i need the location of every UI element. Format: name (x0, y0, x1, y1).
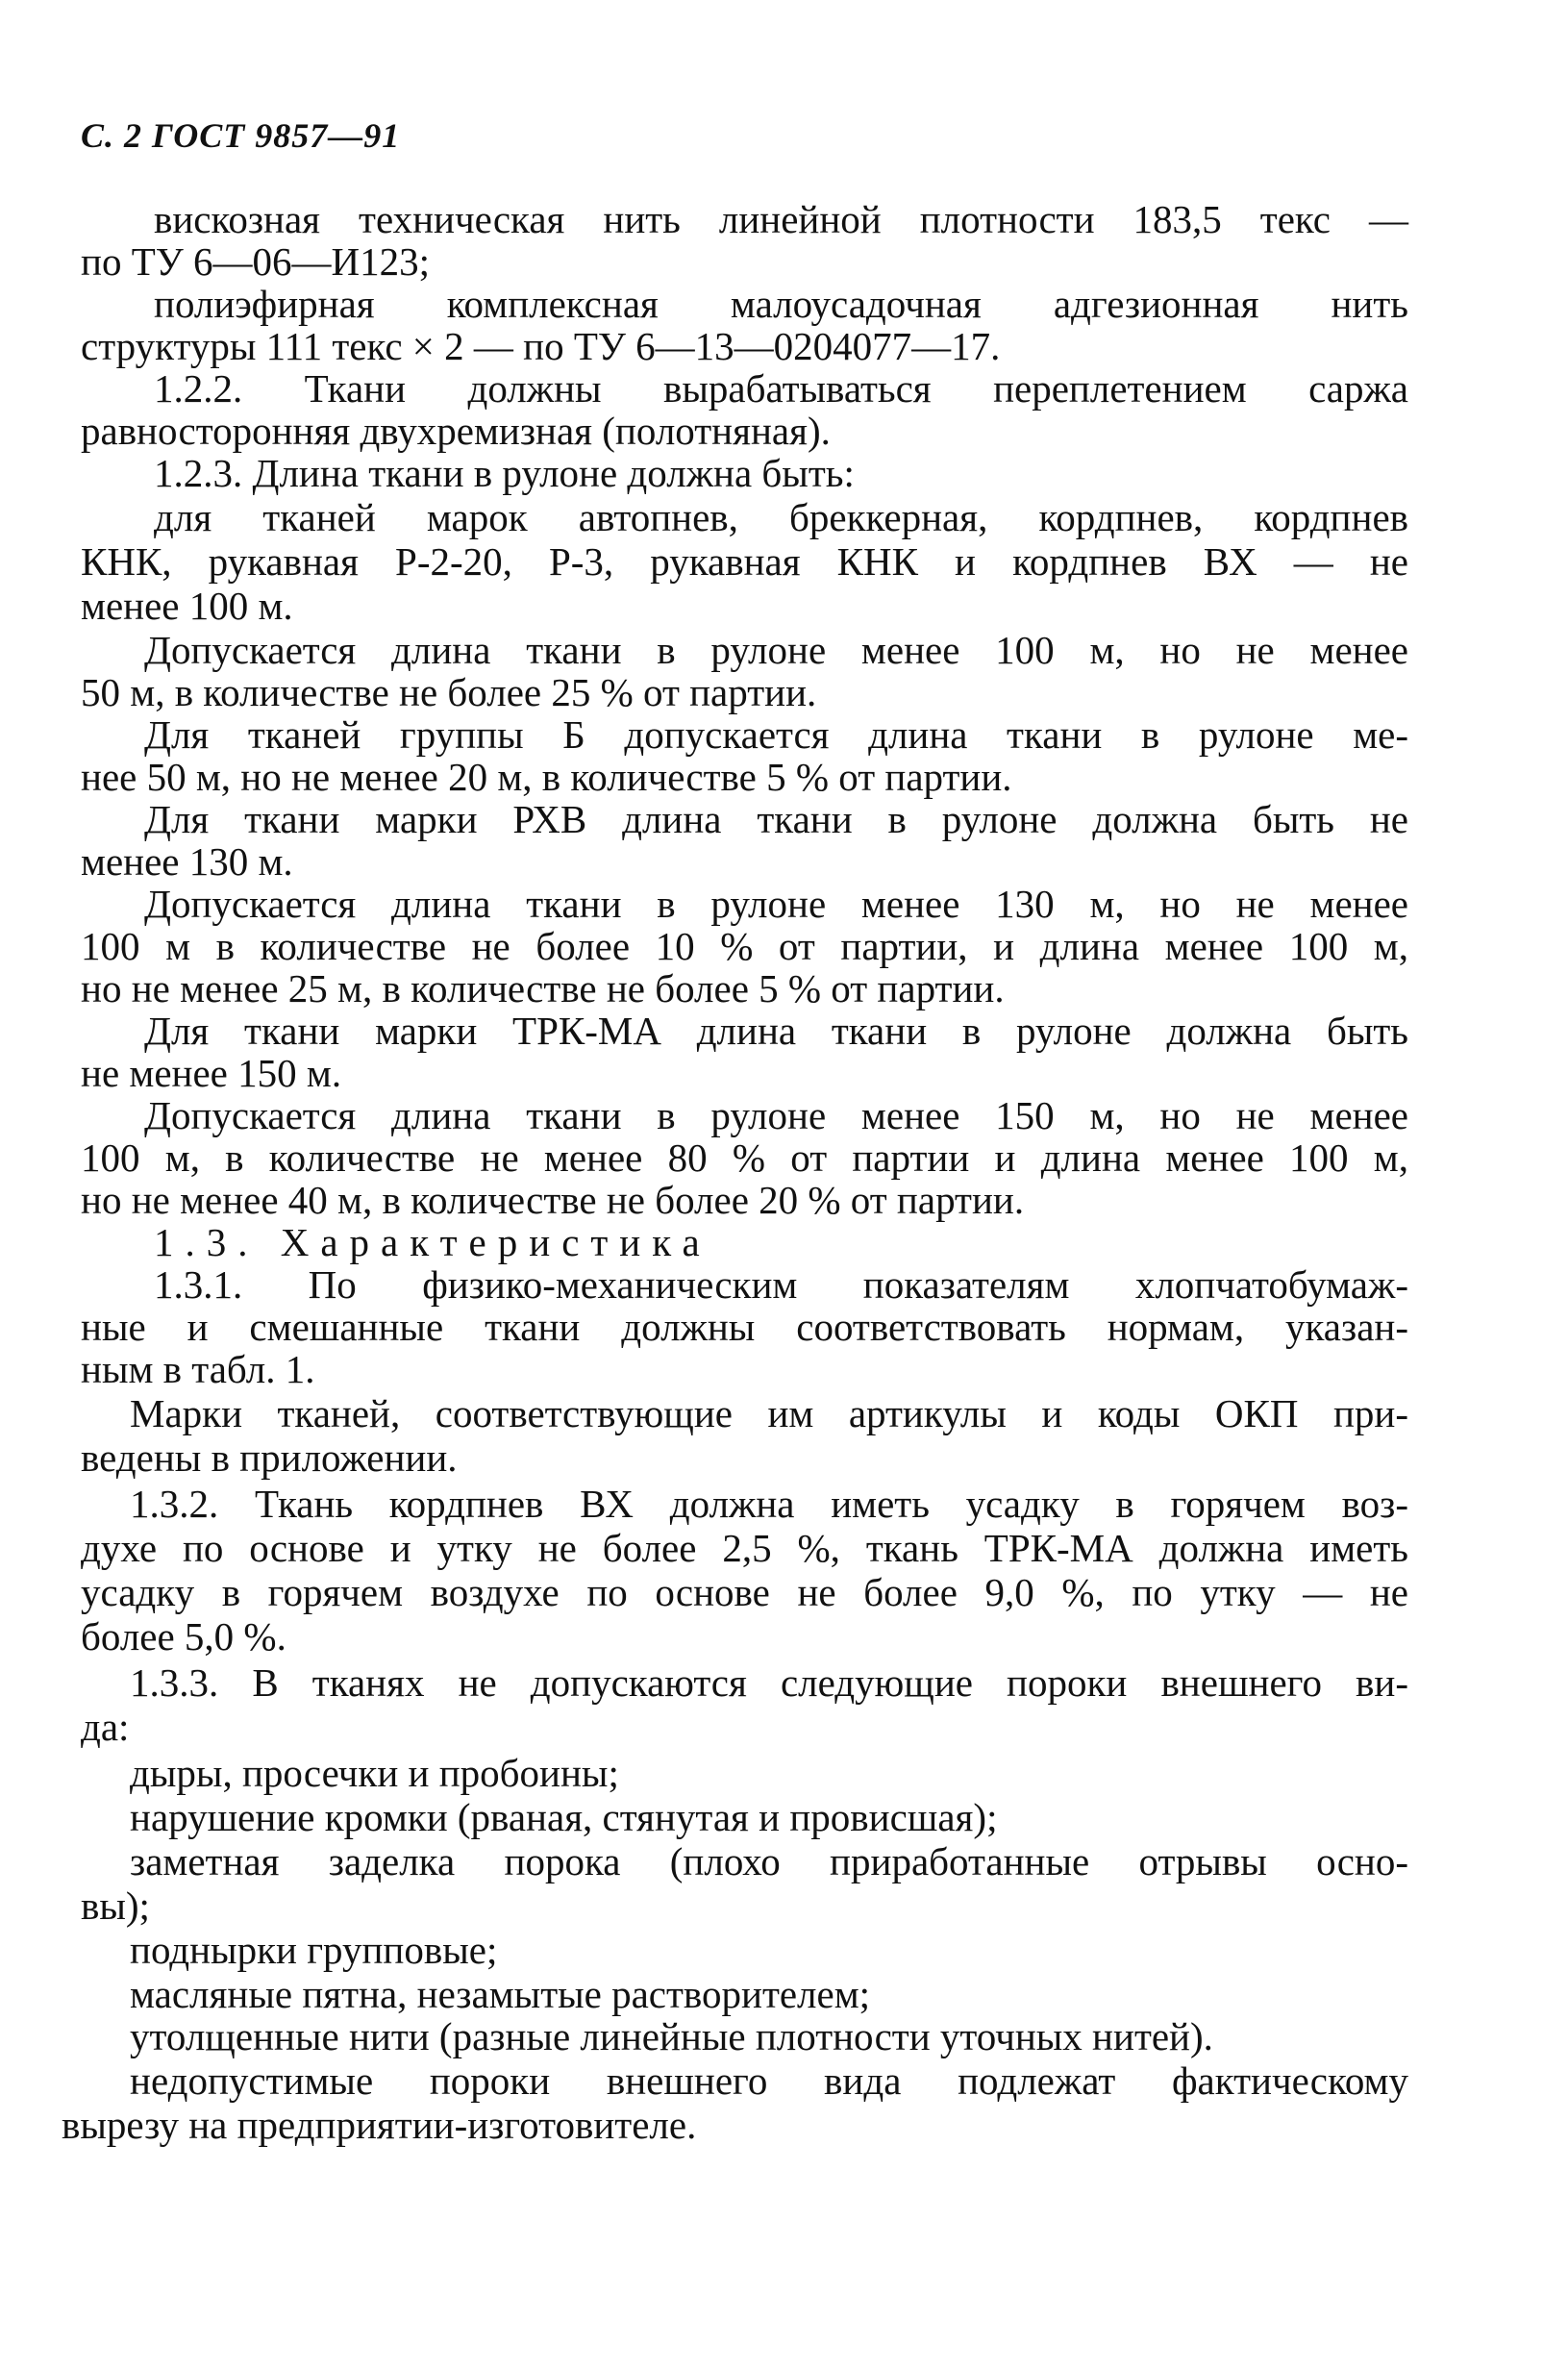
text-line: Допускается длина ткани в рулоне менее 130 м, но не менее (144, 882, 1408, 926)
list-item: масляные пятна, незамытые растворителем; (130, 1972, 871, 2016)
text-line: да: (81, 1705, 130, 1749)
text-line: 1.3.1. По физико-механическим показателям хлопчатобумаж- (154, 1262, 1408, 1307)
text-line: но не менее 25 м, в количестве не более 5 % от партии. (81, 966, 1005, 1010)
text-line: КНК, рукавная Р-2-20, Р-3, рукавная КНК и кордпнев ВХ — не (81, 539, 1408, 584)
text-line: вырезу на предприятии-изготовителе. (62, 2103, 697, 2147)
section-heading: 1.3. Характеристика (154, 1220, 711, 1264)
text-line: 100 м в количестве не более 10 % от партии, и длина менее 100 м, (81, 924, 1408, 968)
text-line: 1.2.2. Ткани должны вырабатываться переплетением саржа (154, 366, 1408, 411)
list-item: нарушение кромки (рваная, стянутая и провисшая); (130, 1795, 998, 1839)
text-line: менее 130 м. (81, 839, 293, 884)
text-line: Для тканей группы Б допускается длина ткани в рулоне ме- (144, 712, 1408, 757)
text-line: 1.3.3. В тканях не допускаются следующие пороки внешнего ви- (130, 1660, 1408, 1705)
text-line: духе по основе и утку не более 2,5 %, ткань ТРК-МА должна иметь (81, 1526, 1408, 1570)
text-line: более 5,0 %. (81, 1614, 286, 1659)
text-line: но не менее 40 м, в количестве не более 20 % от партии. (81, 1178, 1025, 1222)
text-line: структуры 111 текс × 2 — по ТУ 6—13—0204077—17. (81, 324, 1001, 368)
list-item: дыры, просечки и пробоины; (130, 1751, 619, 1795)
text-line: полиэфирная комплексная малоусадочная адгезионная нить (154, 282, 1408, 326)
text-line: 1.3.2. Ткань кордпнев ВХ должна иметь усадку в горячем воз- (130, 1482, 1408, 1526)
text-line: нее 50 м, но не менее 20 м, в количестве 5 % от партии. (81, 755, 1012, 799)
text-line: Для ткани марки ТРК-МА длина ткани в рулоне должна быть (144, 1009, 1408, 1053)
text-line: Допускается длина ткани в рулоне менее 150 м, но не менее (144, 1093, 1408, 1137)
text-line: не менее 150 м. (81, 1051, 342, 1095)
list-item: заметная заделка порока (плохо приработанные отрывы осно- (130, 1839, 1408, 1884)
text-line: менее 100 м. (81, 584, 293, 628)
text-line: Для ткани марки РХВ длина ткани в рулоне должна быть не (144, 797, 1408, 841)
text-line: 100 м, в количестве не менее 80 % от партии и длина менее 100 м, (81, 1135, 1408, 1180)
list-item: вы); (81, 1884, 150, 1928)
text-line: 50 м, в количестве не более 25 % от партии. (81, 670, 817, 714)
text-line: недопустимые пороки внешнего вида подлежат фактическому (130, 2058, 1408, 2103)
text-line: ведены в приложении. (81, 1435, 458, 1480)
list-item: утолщенные нити (разные линейные плотности уточных нитей). (130, 2014, 1213, 2058)
text-line: вискозная техническая нить линейной плотности 183,5 текс — (154, 197, 1408, 241)
text-line: Марки тканей, соответствующие им артикулы и коды ОКП при- (130, 1391, 1408, 1435)
page-header: С. 2 ГОСТ 9857—91 (81, 116, 401, 155)
text-line: Допускается длина ткани в рулоне менее 100 м, но не менее (144, 628, 1408, 672)
text-line: по ТУ 6—06—И123; (81, 239, 431, 284)
text-line: 1.2.3. Длина ткани в рулоне должна быть: (154, 451, 855, 495)
text-line: ным в табл. 1. (81, 1347, 315, 1391)
list-item: поднырки групповые; (130, 1928, 498, 1972)
text-line: для тканей марок автопнев, бреккерная, кордпнев, кордпнев (154, 495, 1408, 539)
text-line: ные и смешанные ткани должны соответствовать нормам, указан- (81, 1305, 1408, 1349)
text-line: равносторонняя двухремизная (полотняная). (81, 409, 831, 453)
text-line: усадку в горячем воздухе по основе не более 9,0 %, по утку — не (81, 1570, 1408, 1614)
